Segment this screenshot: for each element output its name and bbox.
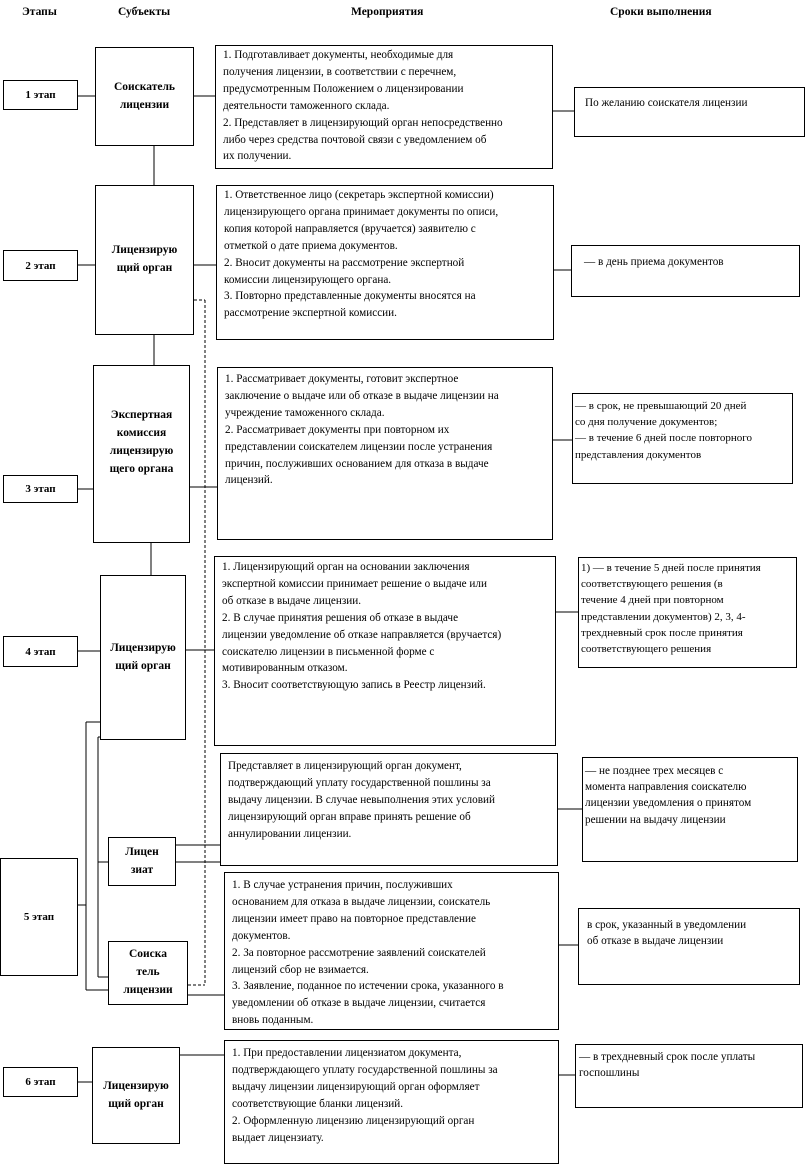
stage-4-subject: Лицензирую щий орган — [100, 575, 186, 740]
stage-5-subject-licensee: Лицен зиат — [108, 837, 176, 886]
stage-1-label: 1 этап — [3, 80, 78, 110]
stage-3-label: 3 этап — [3, 475, 78, 503]
stage-3-actions: 1. Рассматривает документы, готовит экспертное заключение о выдаче или об отказе в выдаче лицензии на учреждение таможенного склада. 2. Рассматривает документы при повторном их представлении соискателем лицензии после устранения причин, послуживших основанием для отказа в выдаче лицензий. — [217, 367, 553, 540]
stage-2-subject: Лицензирую щий орган — [95, 185, 194, 335]
stage-3-deadline: — в срок, не превышающий 20 дней со дня получение документов; — в течение 6 дней после повторного представления документов — [572, 393, 793, 484]
header-actions: Мероприятия — [351, 6, 424, 18]
stage-6-subject: Лицензирую щий орган — [92, 1047, 180, 1144]
stage-6-label: 6 этап — [3, 1067, 78, 1097]
stage-2-deadline: — в день приема документов — [571, 245, 800, 297]
stage-3-subject: Экспертная комиссия лицензирую щего органа — [93, 365, 190, 543]
header-subjects: Субъекты — [118, 6, 171, 18]
stage-5-deadline-applicant: в срок, указанный в уведомлении об отказе в выдаче лицензии — [578, 908, 800, 985]
stage-2-actions: 1. Ответственное лицо (секретарь экспертной комиссии) лицензирующего органа принимает документы по описи, копия которой направляется (вручается) заявителю с отметкой о дате приема документов. 2. Вносит документы на рассмотрение экспертной комиссии лицензирующего органа. 3. Повторно представленные документы вносятся на рассмотрение экспертной комиссии. — [216, 185, 554, 340]
stage-5-actions-licensee: Представляет в лицензирующий орган документ, подтверждающий уплату государственной пошлины за выдачу лицензии. В случае невыполнения этих условий лицензирующий орган вправе принять решение об аннулировании лицензии. — [220, 753, 558, 866]
stage-6-deadline: — в трехдневный срок после уплаты госпошлины — [575, 1044, 803, 1108]
stage-4-deadline: 1) — в течение 5 дней после принятия соответствующего решения (в течение 4 дней при повторном представлении документов) 2, 3, 4- трехдневный срок после принятия соответствующего решения — [578, 557, 797, 668]
stage-5-deadline-licensee: — не позднее трех месяцев с момента направления соискателю лицензии уведомления о принятом решении на выдачу лицензии — [582, 757, 798, 862]
header-deadlines: Сроки выполнения — [610, 6, 712, 18]
stage-6-actions: 1. При предоставлении лицензиатом документа, подтверждающего уплату государственной пошлины за выдачу лицензии лицензирующий орган оформляет соответствующие бланки лицензий. 2. Оформленную лицензию лицензирующий орган выдает лицензиату. — [224, 1040, 559, 1164]
header-stages: Этапы — [22, 6, 57, 18]
stage-4-label: 4 этап — [3, 636, 78, 667]
stage-4-actions: 1. Лицензирующий орган на основании заключения экспертной комиссии принимает решение о выдаче или об отказе в выдаче лицензии. 2. В случае принятия решения об отказе в выдаче лицензии уведомление об отказе направляется (вручается) соискателю лицензии в письменной форме с мотивированным отказом. 3. Вносит соответствующую запись в Реестр лицензий. — [214, 556, 556, 746]
stage-1-actions: 1. Подготавливает документы, необходимые для получения лицензии, в соответствии с перечнем, предусмотренным Положением о лицензировании деятельности таможенного склада. 2. Представляет в лицензирующий орган непосредственно либо через средства почтовой связи с уведомлением об их получении. — [215, 45, 553, 169]
stage-1-subject: Соискатель лицензии — [95, 47, 194, 146]
stage-1-deadline: По желанию соискателя лицензии — [574, 87, 805, 137]
stage-5-actions-applicant: 1. В случае устранения причин, послуживших основанием для отказа в выдаче лицензии, соискатель лицензии имеет право на повторное представление документов. 2. За повторное рассмотрение заявлений соискателей лицензий сбор не взимается. 3. Заявление, поданное по истечении срока, указанного в уведомлении об отказе в выдаче лицензии, считается вновь поданным. — [224, 872, 559, 1030]
stage-5-label: 5 этап — [0, 858, 78, 976]
stage-5-subject-applicant: Соиска тель лицензии — [108, 941, 188, 1005]
stage-2-label: 2 этап — [3, 250, 78, 281]
